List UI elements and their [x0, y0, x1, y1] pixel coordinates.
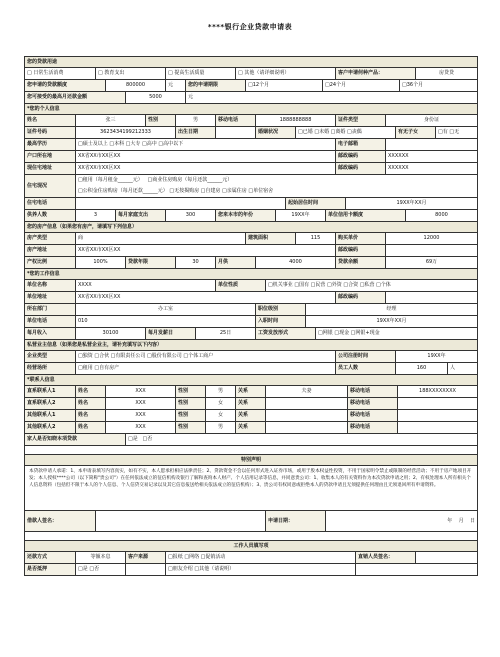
post-label: 邮政编码 [335, 245, 385, 256]
unit-income-value[interactable]: 8000 [405, 210, 477, 221]
empty-cell [125, 564, 165, 575]
empty-cell [355, 564, 477, 575]
amount-unit: 元 [165, 80, 185, 91]
birth-value[interactable] [215, 127, 255, 138]
section-contacts [25, 374, 477, 385]
staff-unit: 人 [447, 363, 477, 374]
unit-value[interactable]: XXXX [75, 280, 215, 291]
contact-name[interactable]: XXX [105, 410, 175, 421]
unit-label: 单位名称 [25, 280, 75, 291]
contact-mobile-label: 移动电话 [347, 410, 397, 421]
contact-mobile[interactable] [397, 422, 477, 433]
section-title: 私营业主信息（如果您是私营企业主，请补充填写以下内容） [27, 342, 163, 348]
spacer [25, 445, 477, 454]
family-income-label: 每月家庭支出 [115, 210, 165, 221]
contact-rel-label: 关系 [235, 398, 265, 409]
monthly-value[interactable]: 4000 [255, 257, 335, 268]
contact-name[interactable]: XXX [105, 386, 175, 397]
hukou-label: 户口所在地 [25, 151, 75, 162]
nature-label: 单位性质 [215, 280, 265, 291]
dependents-value[interactable]: 3 [75, 210, 115, 221]
purpose-option[interactable]: □ 提高生活质量 [165, 68, 235, 79]
type-label: 企业类型 [25, 351, 75, 362]
contact-name-label: 姓名 [75, 386, 105, 397]
paymethod-label: 工资发放形式 [255, 328, 315, 339]
nature-options[interactable]: □机关事业 □国有 □民营 □外资 □合资 □私营 □个体 [265, 280, 477, 291]
contact-sex-label: 性别 [175, 422, 205, 433]
contact-mobile-label: 移动电话 [347, 386, 397, 397]
section-title: *您的工作信息 [27, 271, 60, 277]
payday-label: 每月发薪日 [145, 328, 195, 339]
postcode-value[interactable]: XXXXXX [385, 163, 477, 174]
contact-mobile[interactable] [397, 398, 477, 409]
hukou-row [25, 150, 477, 162]
title-label: 职位级别 [255, 304, 305, 315]
post-label: 邮政编码 [335, 292, 385, 303]
family-label: 家人是否知晓本项贷款 [25, 434, 125, 445]
staff-value[interactable]: 160 [395, 363, 447, 374]
amount-value[interactable]: 800000 [105, 80, 165, 91]
statement-text: 本贷款申请人承诺：1、本申请表填写内容真实，如有不实，本人愿承担相应法律责任；2、贷款资金不会以任何形式进入证券市场，或用于股本权益性投资，不用于国家明令禁止或限制的经营活动；不用于房产地项目开发；本人授权****公司（以下简称"贵公司"）在任何依法成立的征信机构及银行了解和查询本人财产、个人信用记录等信息，并同意贵公司：1、收集本人的有关资料作为本次贷款申请之用；2、有权处理本人所有相关个人信息资料（包括但不限于本人的个人信息、个人信贷交易记录以及其它信息报送给相关依法成立的征信机构）；3、贵公司有权同意或拒绝本人的贷款申请且无须提供任何理由且无须退回所有申请资料。 [25, 465, 477, 510]
mobile-value[interactable]: 1888888888 [255, 115, 335, 126]
edu-label: 最高学历 [25, 139, 75, 150]
product-label: 客户申请何种产品： [335, 68, 415, 79]
term-option[interactable]: □12个月 [245, 80, 322, 91]
source-label: 客户来源 [125, 552, 165, 563]
balance-label: 贷款余额 [335, 257, 385, 268]
payday-value[interactable]: 25日 [195, 328, 255, 339]
housing-options[interactable]: □租用（每月租金______元） □商业住房购房（每月还款______元） □公积金住房购房（每月还款______元） □无按揭购房 □自建房 □亲属住房 □单位宿舍 [75, 175, 477, 197]
contact-mobile[interactable]: 188XXXXXXXX [397, 386, 477, 397]
staff-sign-field[interactable] [415, 552, 477, 563]
name-row [25, 114, 477, 126]
place-label: 经营场所 [25, 363, 75, 374]
contact-sex-label: 性别 [175, 398, 205, 409]
contact-row [25, 421, 477, 433]
dept-label: 所在部门 [25, 304, 75, 315]
work-unit-row [25, 279, 477, 291]
max-repay-value[interactable]: 5000 [125, 92, 185, 103]
max-repay-row [25, 91, 477, 103]
hukou-value[interactable]: XX省XX市XX区XX [75, 151, 335, 162]
contact-sex-label: 性别 [175, 386, 205, 397]
place-options[interactable]: □租用 □自有房产 [75, 363, 335, 374]
contact-name[interactable]: XXX [105, 398, 175, 409]
section-title: *联系人信息 [27, 377, 55, 383]
property-owner-row [25, 256, 477, 268]
dependents-label: 供养人数 [25, 210, 75, 221]
gender-label: 性别 [145, 115, 175, 126]
purpose-option[interactable]: □ 日常生活消费 [27, 70, 64, 76]
children-label: 有无子女 [395, 127, 435, 138]
contact-sex[interactable]: 男 [205, 386, 235, 397]
contact-rel[interactable] [265, 422, 347, 433]
source-options-2[interactable]: □朋友介绍 □其他（请说明） [165, 564, 355, 575]
section-title: 特别声明 [240, 457, 261, 463]
business-place-row [25, 362, 477, 374]
contact-row [25, 409, 477, 421]
addr-label: 房产地址 [25, 245, 75, 256]
contact-name-label: 姓名 [75, 422, 105, 433]
type-options[interactable]: □独资 □合伙 □有限责任公司 □股份有限公司 □个体工商户 [75, 351, 335, 362]
since-value[interactable]: 19XX年XX月 [345, 198, 477, 209]
staff-row-1 [25, 551, 477, 563]
contact-rel[interactable] [265, 398, 347, 409]
contact-role: 直系联系人2 [25, 398, 75, 409]
contact-row [25, 385, 477, 397]
children-options[interactable]: □有 □无 [435, 127, 477, 138]
form-title: ****银行企业贷款申请表 [207, 23, 293, 31]
section-title: 工作人员填写项 [233, 543, 269, 549]
purpose-row [25, 67, 477, 79]
sign-field[interactable] [95, 511, 265, 531]
section-personal [25, 103, 477, 114]
contact-mobile-label: 移动电话 [347, 398, 397, 409]
contact-rel[interactable]: 夫妻 [265, 386, 347, 397]
post-value[interactable] [385, 292, 477, 303]
reg-value[interactable]: 19XX年 [395, 351, 477, 362]
local-since-value[interactable]: 19XX年 [275, 210, 325, 221]
balance-value[interactable]: 69万 [385, 257, 477, 268]
salary-label: 每月收入 [25, 328, 75, 339]
amount-label: 您申请的贷款额度 [25, 80, 105, 91]
area-label: 建筑面积 [245, 233, 295, 244]
phone-label: 单位电话 [25, 316, 75, 327]
staff-label: 员工人数 [335, 363, 395, 374]
years-value[interactable]: 30 [175, 257, 215, 268]
section-title: *您的个人信息 [27, 106, 60, 112]
max-repay-unit: 元 [185, 92, 477, 103]
business-type-row [25, 350, 477, 362]
email-label: 电子邮箱 [335, 139, 385, 150]
name-label: 姓名 [25, 115, 75, 126]
work-addr-row [25, 291, 477, 303]
contact-mobile-label: 移动电话 [347, 422, 397, 433]
section-purpose [25, 57, 477, 67]
address-row [25, 162, 477, 174]
work-dept-row [25, 303, 477, 315]
contact-mobile[interactable] [397, 410, 477, 421]
contact-rel-label: 关系 [235, 386, 265, 397]
owner-value[interactable]: 100% [75, 257, 125, 268]
local-since-label: 您来本市的年份 [215, 210, 275, 221]
term-label: 您的申请期限 [185, 80, 245, 91]
since-label: 入职时间 [255, 316, 305, 327]
spacer [25, 531, 477, 540]
idtype-label: 证件类型 [335, 115, 385, 126]
term-option[interactable]: □24个月 [322, 80, 399, 91]
unit-income-label: 单位信用卡额度 [325, 210, 405, 221]
contact-sex-label: 性别 [175, 410, 205, 421]
marital-label: 婚姻状况 [255, 127, 295, 138]
addr-value[interactable]: XX省XX市XX区XX [75, 292, 335, 303]
birth-label: 出生日期 [175, 127, 215, 138]
section-staff [25, 540, 477, 551]
years-label: 贷款年限 [125, 257, 175, 268]
paymethod-options[interactable]: □网银 □现金 □网银+现金 [315, 328, 477, 339]
date-field[interactable]: 年 月 日 [325, 511, 477, 531]
collateral-label: 是否抵押 [25, 564, 75, 575]
area-value[interactable]: 115 [295, 233, 335, 244]
sign-label: 借款人签名： [25, 511, 95, 531]
marital-options[interactable]: □已婚 □未婚 □离婚 □丧偶 [295, 127, 395, 138]
source-options[interactable]: □报纸 □网络 □促销活动 [165, 552, 355, 563]
signature-row [25, 510, 477, 531]
idno-value[interactable]: 3623434199212333 [75, 127, 175, 138]
addr-value[interactable]: XX省XX市XX区XX [75, 245, 335, 256]
work-phone-row [25, 315, 477, 327]
owner-label: 产权比例 [25, 257, 75, 268]
purpose-option[interactable]: □ 其他（请详细说明） [235, 68, 335, 79]
staff-sign-label: 直销人员签名： [355, 552, 415, 563]
contact-row [25, 397, 477, 409]
type-value[interactable]: 商 [75, 233, 245, 244]
address-label: 现住宅地址 [25, 163, 75, 174]
section-title: 您的贷款用途 [27, 59, 58, 65]
since-label: 起始居住时间 [285, 198, 345, 209]
addr-label: 单位地址 [25, 292, 75, 303]
family-know-row [25, 433, 477, 445]
phone-label: 住宅电话 [25, 198, 75, 209]
postcode-label: 邮政编码 [335, 163, 385, 174]
contact-role: 其他联系人1 [25, 410, 75, 421]
housing-label: 住宅现况 [25, 175, 75, 197]
name-value[interactable]: 张三 [75, 115, 145, 126]
dept-value[interactable]: 办工室 [75, 304, 255, 315]
since-value[interactable]: 19XX年XX月 [305, 316, 477, 327]
salary-value[interactable]: 30100 [75, 328, 145, 339]
phone-value[interactable] [75, 198, 285, 209]
visit-label: 还款方式 [25, 552, 75, 563]
id-row [25, 126, 477, 138]
monthly-label: 月供 [215, 257, 255, 268]
edu-options[interactable]: □硕士及以上 □本科 □大专 □高中 □高中以下 [75, 139, 335, 150]
idno-label: 证件号码 [25, 127, 75, 138]
edu-row [25, 138, 477, 150]
contact-rel-label: 关系 [235, 422, 265, 433]
staff-row-2 [25, 563, 477, 575]
loan-amount-row [25, 79, 477, 91]
property-addr-row [25, 244, 477, 256]
contact-role: 直系联系人1 [25, 386, 75, 397]
price-label: 购买单价 [335, 233, 385, 244]
contact-rel[interactable] [265, 410, 347, 421]
reg-label: 公司注册时间 [335, 351, 395, 362]
term-option[interactable]: □36个月 [399, 80, 477, 91]
postcode-label: 邮政编码 [335, 151, 385, 162]
purpose-option[interactable]: □ 教育支出 [95, 68, 165, 79]
family-income-value[interactable]: 300 [165, 210, 215, 221]
mobile-label: 移动电话 [215, 115, 255, 126]
section-work [25, 268, 477, 279]
section-statement [25, 454, 477, 465]
section-title: 您的房产信息（如果您有房产，请填写下列信息） [27, 224, 138, 230]
contact-role: 其他联系人2 [25, 422, 75, 433]
contact-rel-label: 关系 [235, 410, 265, 421]
contact-name[interactable]: XXX [105, 422, 175, 433]
family-options[interactable]: □是 □否 [125, 434, 477, 445]
contact-name-label: 姓名 [75, 410, 105, 421]
type-label: 房产类型 [25, 233, 75, 244]
address-value[interactable]: XX省XX市XX区XX [75, 163, 335, 174]
date-label: 申请日期： [265, 511, 325, 531]
application-form [24, 56, 478, 576]
email-value[interactable] [385, 139, 477, 150]
phone-row [25, 197, 477, 209]
contact-sex[interactable]: 男 [205, 422, 235, 433]
dependents-row [25, 209, 477, 221]
max-repay-label: 您可接受的最高月还款金额 [25, 92, 125, 103]
gender-value[interactable]: 男 [175, 115, 215, 126]
visit-value[interactable]: 等额本息 [75, 552, 125, 563]
section-property [25, 221, 477, 232]
property-type-row [25, 232, 477, 244]
section-business [25, 339, 477, 350]
title-value[interactable]: 经理 [305, 304, 477, 315]
product-value[interactable]: 房贷贷 [415, 68, 477, 79]
contact-sex[interactable]: 女 [205, 398, 235, 409]
postcode-value[interactable]: XXXXXX [385, 151, 477, 162]
idtype-value[interactable]: 身份证 [385, 115, 477, 126]
housing-row [25, 174, 477, 197]
contact-sex[interactable]: 女 [205, 410, 235, 421]
price-value[interactable]: 12000 [385, 233, 477, 244]
work-salary-row [25, 327, 477, 339]
collateral-options[interactable]: □是 □否 [75, 564, 125, 575]
post-value[interactable] [385, 245, 477, 256]
contact-name-label: 姓名 [75, 398, 105, 409]
phone-value[interactable]: 010 [75, 316, 255, 327]
